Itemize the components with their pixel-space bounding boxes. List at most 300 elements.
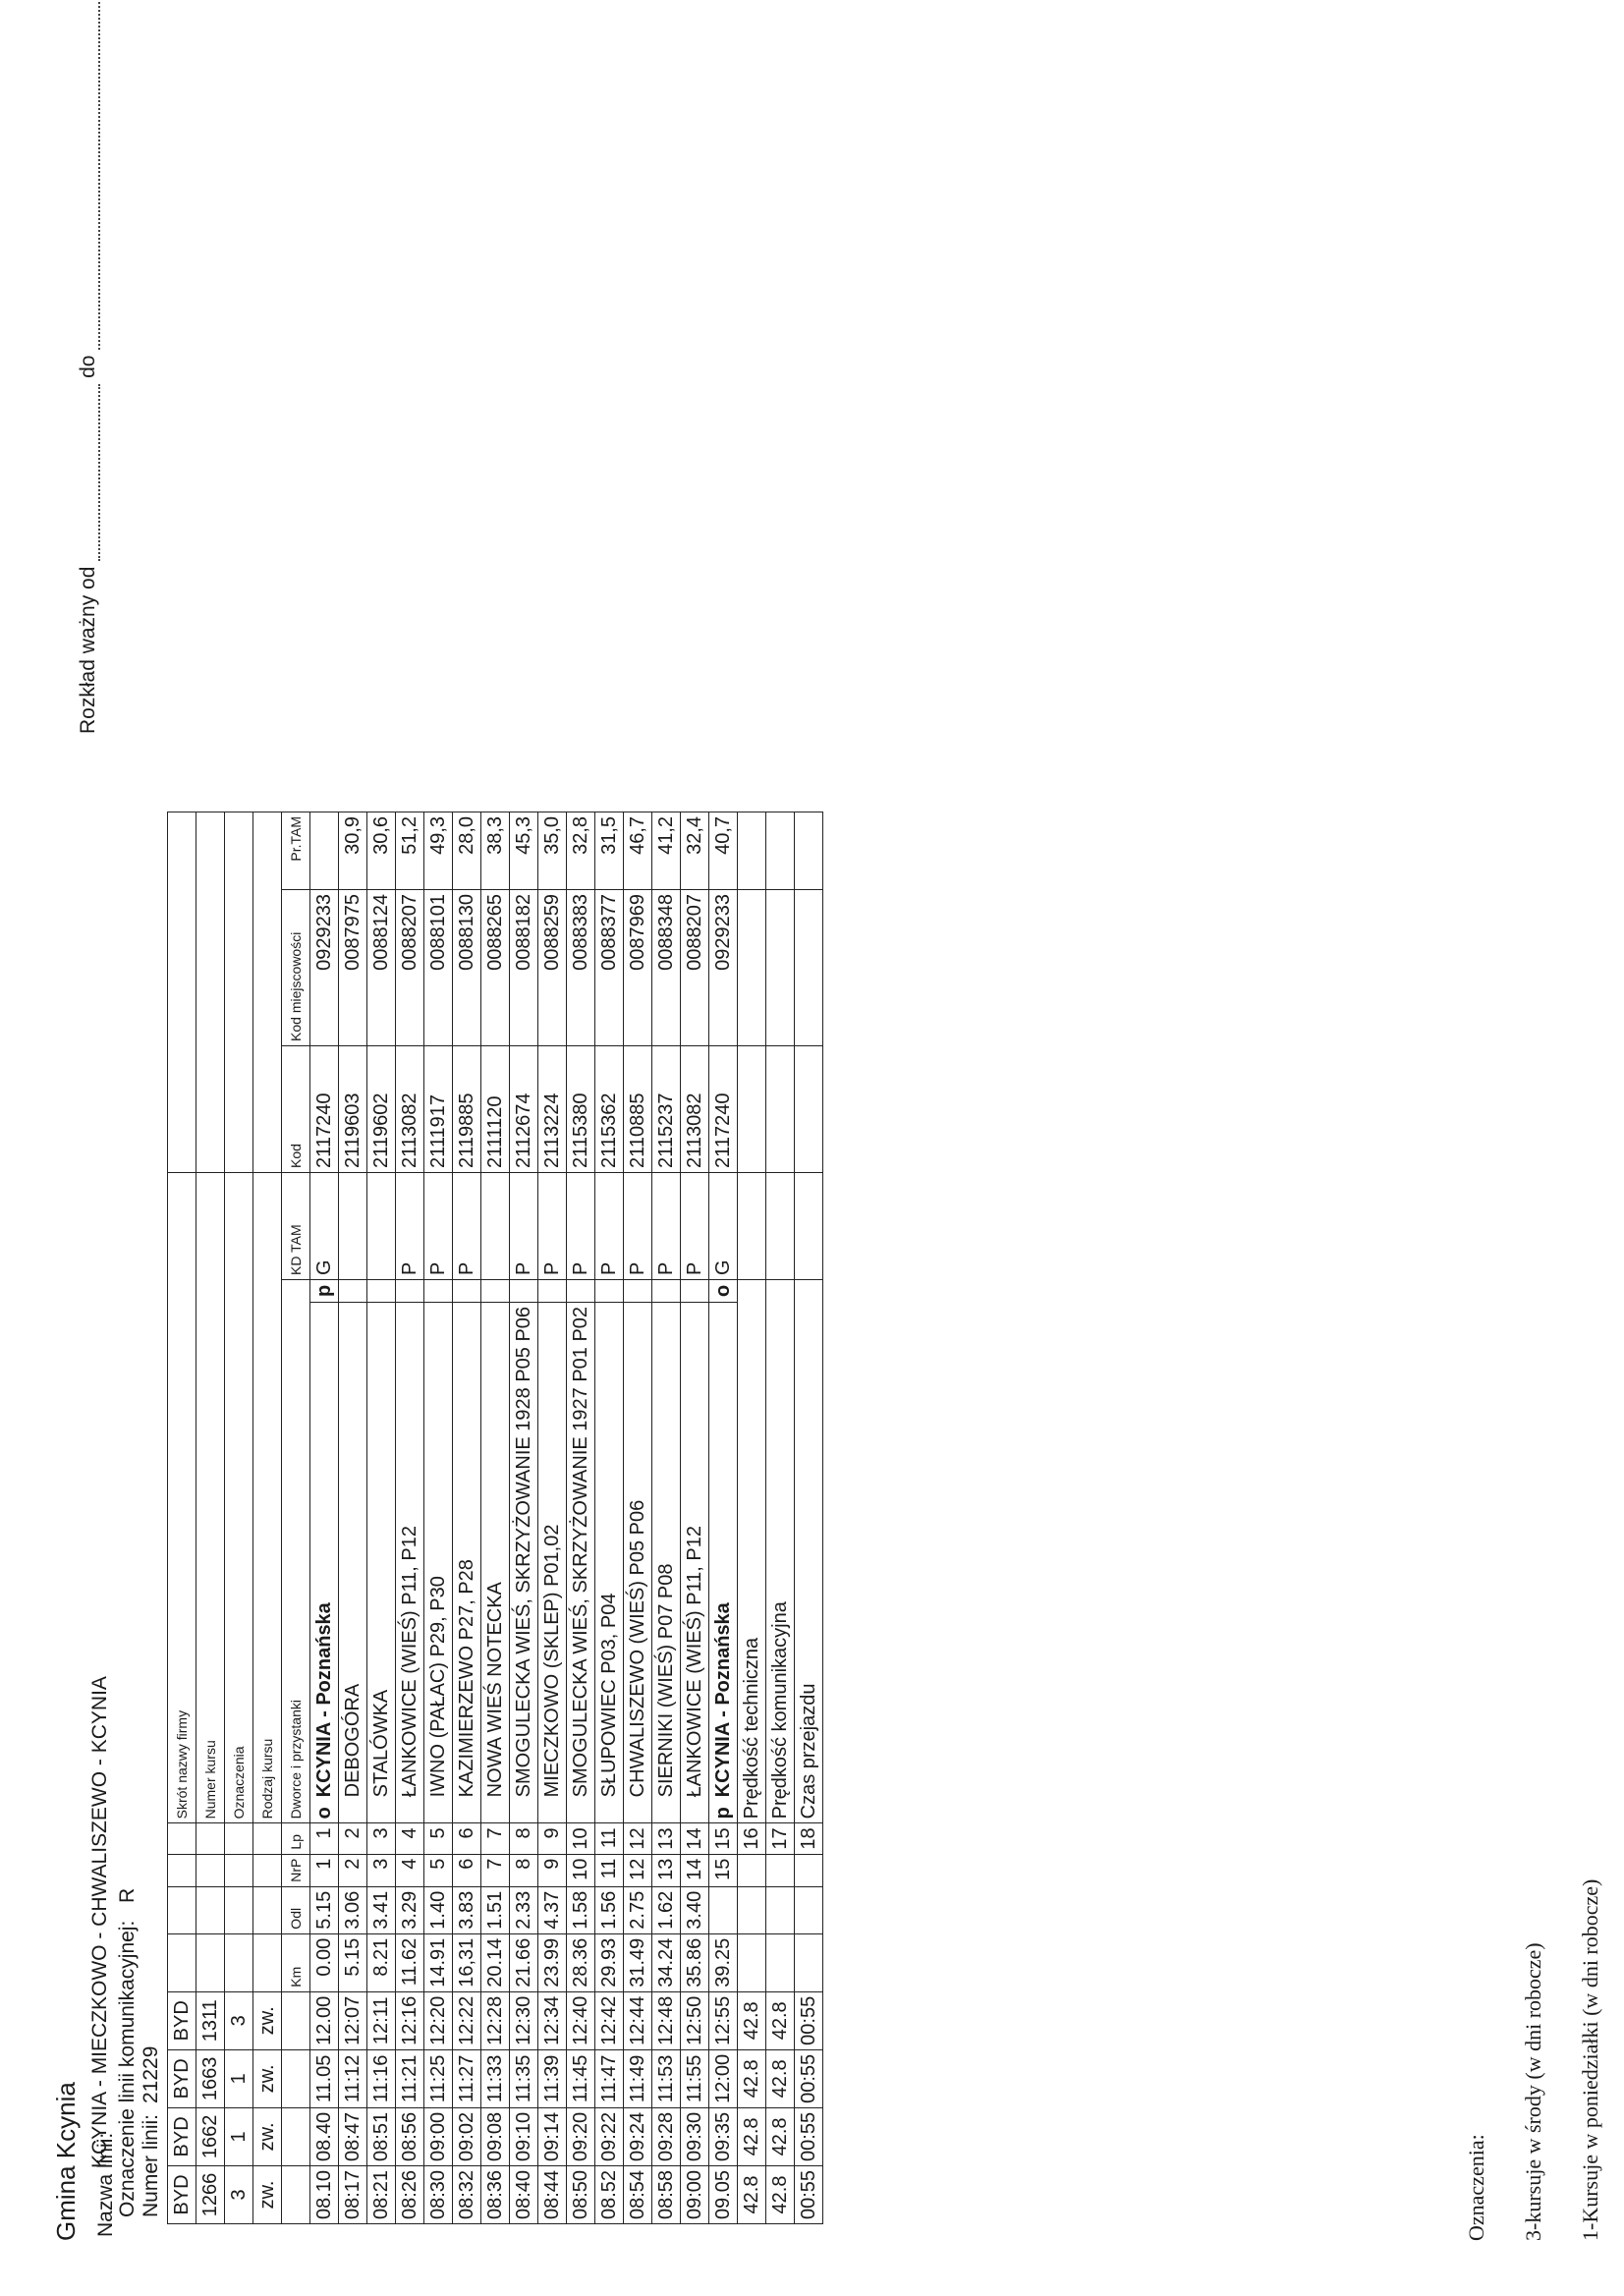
stop-code: 2111917 <box>424 1045 453 1172</box>
stop-ordinal: 5 <box>424 1823 453 1854</box>
stop-status-mark: o <box>709 1279 738 1302</box>
locality-code: 0087969 <box>624 889 652 1045</box>
summary-value: 42.8 <box>766 2165 795 2223</box>
departure-time: 09:14 <box>538 2107 567 2165</box>
kd-tam-value: P <box>595 1172 624 1279</box>
km-value: 35.86 <box>681 1933 709 1991</box>
stop-name-cell <box>396 1302 424 1822</box>
table-row <box>481 812 510 2223</box>
stop-ordinal: 1 <box>310 1823 339 1854</box>
summary-value: 00:55 <box>795 2049 823 2107</box>
stop-name: SIERNIKI (WIEŚ) P07 P08 <box>654 1563 677 1798</box>
kd-tam-value: P <box>652 1172 681 1279</box>
stop-ordinal: 10 <box>567 1823 595 1854</box>
departure-time: 09:30 <box>681 2107 709 2165</box>
departure-time: 12:11 <box>367 1991 396 2049</box>
summary-value: 42.8 <box>738 2165 766 2223</box>
table-row <box>652 812 681 2223</box>
designation-label: Oznaczenie linii komunikacyjnej: <box>116 1920 139 2217</box>
km-value: 28.36 <box>567 1933 595 1991</box>
stop-number: 7 <box>481 1854 510 1886</box>
kd-tam-value: P <box>510 1172 538 1279</box>
departure-time: 08:47 <box>339 2107 367 2165</box>
note-item: 3-kursuje w środy (w dni robocze) <box>1521 1942 1545 2241</box>
empty-cell <box>766 1933 795 1991</box>
locality-code: 0088265 <box>481 889 510 1045</box>
stop-number: 11 <box>595 1854 624 1886</box>
departure-time: 08:17 <box>339 2165 367 2223</box>
departure-time: 08:50 <box>567 2165 595 2223</box>
stop-number: 6 <box>453 1854 481 1886</box>
stop-ordinal: 15 <box>709 1823 738 1854</box>
departure-time: 09:20 <box>567 2107 595 2165</box>
distance-value: 4.37 <box>538 1886 567 1933</box>
course-mark: 1 <box>225 2107 253 2165</box>
stop-name-cell <box>595 1302 624 1822</box>
km-value: 21.66 <box>510 1933 538 1991</box>
header-firm-label: Skrót nazwy firmy <box>168 1172 196 1822</box>
stop-name: SMOGULECKA WIEŚ, SKRZYŻOWANIE 1928 P05 P06 <box>512 1306 534 1798</box>
departure-time: 08:30 <box>424 2165 453 2223</box>
departure-time: 12:40 <box>567 1991 595 2049</box>
pr-tam-value: 31,5 <box>595 812 624 889</box>
stop-number: 3 <box>367 1854 396 1886</box>
departure-time: 08:21 <box>367 2165 396 2223</box>
summary-value: 42.8 <box>766 2049 795 2107</box>
table-row <box>595 812 624 2223</box>
stop-ordinal: 8 <box>510 1823 538 1854</box>
stop-name-cell <box>310 1302 339 1822</box>
stop-name: DEBOGÓRA <box>341 1683 364 1798</box>
course-number: 1663 <box>196 2049 225 2107</box>
course-firm: BYD <box>168 2107 196 2165</box>
locality-code: 0088130 <box>453 889 481 1045</box>
course-number: 1266 <box>196 2165 225 2223</box>
distance-value: 2.33 <box>510 1886 538 1933</box>
departure-time: 12:30 <box>510 1991 538 2049</box>
stop-code: 2115237 <box>652 1045 681 1172</box>
empty-cell <box>738 1172 766 1279</box>
locality-code: 0087975 <box>339 889 367 1045</box>
stop-ordinal: 14 <box>681 1823 709 1854</box>
stop-code: 2119885 <box>453 1045 481 1172</box>
distance-value: 2.75 <box>624 1886 652 1933</box>
course-number: 1311 <box>196 1991 225 2049</box>
header-stops: Dworce i przystanki <box>282 1279 310 1822</box>
table-row <box>196 812 225 2223</box>
stop-name-cell <box>538 1302 567 1822</box>
empty-cell <box>795 1933 823 1991</box>
stop-name-cell <box>709 1302 738 1822</box>
locality-code: 0088383 <box>567 889 595 1045</box>
note-item: 1-Kursuje w poniedziałki (w dni robocze) <box>1578 1878 1602 2241</box>
pr-tam-value: 35,0 <box>538 812 567 889</box>
departure-time: 09:00 <box>424 2107 453 2165</box>
stop-name-cell <box>367 1302 396 1822</box>
departure-time: 12:55 <box>709 1991 738 2049</box>
departure-time: 11:35 <box>510 2049 538 2107</box>
stop-ordinal: 9 <box>538 1823 567 1854</box>
stop-status-mark <box>396 1279 424 1302</box>
departure-time: 11:45 <box>567 2049 595 2107</box>
stop-mark: p <box>711 1807 734 1820</box>
header-kd-tam: KD TAM <box>282 1172 310 1279</box>
departure-time: 08:58 <box>652 2165 681 2223</box>
stop-status-mark <box>510 1279 538 1302</box>
empty-cell <box>795 1172 823 1279</box>
header-odl: Odl <box>282 1886 310 1933</box>
pr-tam-value: 51,2 <box>396 812 424 889</box>
distance-value: 1.40 <box>424 1886 453 1933</box>
kd-tam-value: P <box>681 1172 709 1279</box>
course-firm: BYD <box>168 1991 196 2049</box>
table-row <box>168 812 196 2223</box>
pr-tam-value: 30,6 <box>367 812 396 889</box>
empty-cell <box>766 1886 795 1933</box>
kd-tam-value: G <box>310 1172 339 1279</box>
stop-code: 2112674 <box>510 1045 538 1172</box>
summary-value: 42.8 <box>766 1991 795 2049</box>
stop-code: 2113224 <box>538 1045 567 1172</box>
summary-label: Czas przejazdu <box>795 1279 823 1822</box>
departure-time: 11:33 <box>481 2049 510 2107</box>
departure-time: 11:39 <box>538 2049 567 2107</box>
kd-tam-value <box>367 1172 396 1279</box>
stop-ordinal: 2 <box>339 1823 367 1854</box>
course-type: zw. <box>253 1991 282 2049</box>
distance-value: 1.56 <box>595 1886 624 1933</box>
summary-label: Prędkość komunikacyjna <box>766 1279 795 1822</box>
empty-cell <box>738 812 766 889</box>
kd-tam-value <box>481 1172 510 1279</box>
stop-ordinal: 7 <box>481 1823 510 1854</box>
empty-cell <box>766 1854 795 1886</box>
km-value: 23.99 <box>538 1933 567 1991</box>
departure-time: 11:21 <box>396 2049 424 2107</box>
validity-line <box>77 0 100 734</box>
valid-to-field <box>98 0 100 350</box>
km-value: 29.93 <box>595 1933 624 1991</box>
pr-tam-value: 45,3 <box>510 812 538 889</box>
summary-row <box>795 812 823 2223</box>
departure-time: 12:44 <box>624 1991 652 2049</box>
stop-name-cell <box>681 1302 709 1822</box>
line-name-value: KCYNIA - MIECZKOWO - CHWALISZEWO - KCYNIA <box>88 1676 111 2168</box>
departure-time: 08.52 <box>595 2165 624 2223</box>
stop-name-cell <box>567 1302 595 1822</box>
table-row <box>396 812 424 2223</box>
empty-cell <box>766 1172 795 1279</box>
empty-cell <box>738 1854 766 1886</box>
stop-code: 2115380 <box>567 1045 595 1172</box>
table-row <box>424 812 453 2223</box>
stop-name: SMOGULECKA WIEŚ, SKRZYŻOWANIE 1927 P01 P02 <box>569 1306 591 1798</box>
stop-number: 9 <box>538 1854 567 1886</box>
table-header-row <box>282 812 310 2223</box>
pr-tam-value: 32,4 <box>681 812 709 889</box>
stop-ordinal: 13 <box>652 1823 681 1854</box>
stop-number: 14 <box>681 1854 709 1886</box>
header-marks-label: Oznaczenia <box>225 1172 253 1822</box>
departure-time: 12:20 <box>424 1991 453 2049</box>
departure-time: 11:53 <box>652 2049 681 2107</box>
course-number: 1662 <box>196 2107 225 2165</box>
course-mark: 3 <box>225 1991 253 2049</box>
departure-time: 08:51 <box>367 2107 396 2165</box>
stop-number: 4 <box>396 1854 424 1886</box>
stop-name: SŁUPOWIEC P03, P04 <box>597 1593 620 1798</box>
stop-code: 2110885 <box>624 1045 652 1172</box>
header-nrp: NrP <box>282 1854 310 1886</box>
summary-row <box>766 812 795 2223</box>
summary-value: 42.8 <box>766 2107 795 2165</box>
departure-time: 09:08 <box>481 2107 510 2165</box>
stop-ordinal: 18 <box>795 1823 823 1854</box>
empty-cell <box>766 812 795 889</box>
departure-time: 09.05 <box>709 2165 738 2223</box>
empty-cell <box>795 1854 823 1886</box>
km-value: 16,31 <box>453 1933 481 1991</box>
stop-number: 13 <box>652 1854 681 1886</box>
summary-label: Prędkość techniczna <box>738 1279 766 1822</box>
line-name-label: Nazwa linii: <box>94 2132 117 2237</box>
pr-tam-value: 49,3 <box>424 812 453 889</box>
stop-ordinal: 3 <box>367 1823 396 1854</box>
departure-time: 11:12 <box>339 2049 367 2107</box>
empty-cell <box>766 1045 795 1172</box>
stop-number: 15 <box>709 1854 738 1886</box>
table-row <box>681 812 709 2223</box>
pr-tam-value: 32,8 <box>567 812 595 889</box>
departure-time: 12:28 <box>481 1991 510 2049</box>
stop-code: 2113082 <box>396 1045 424 1172</box>
stop-number: 8 <box>510 1854 538 1886</box>
pr-tam-value <box>310 812 339 889</box>
stop-code: 2117240 <box>709 1045 738 1172</box>
stop-status-mark <box>481 1279 510 1302</box>
table-row <box>453 812 481 2223</box>
locality-code: 0929233 <box>709 889 738 1045</box>
locality-code: 0929233 <box>310 889 339 1045</box>
stop-status-mark <box>567 1279 595 1302</box>
summary-value: 00:55 <box>795 2165 823 2223</box>
km-value: 39.25 <box>709 1933 738 1991</box>
departure-time: 09:24 <box>624 2107 652 2165</box>
stop-name: ŁANKOWICE (WIEŚ) P11, P12 <box>398 1526 420 1798</box>
summary-value: 42.8 <box>738 2107 766 2165</box>
kd-tam-value <box>339 1172 367 1279</box>
departure-time: 08:40 <box>510 2165 538 2223</box>
stop-status-mark <box>453 1279 481 1302</box>
stop-name-cell <box>652 1302 681 1822</box>
course-type: zw. <box>253 2049 282 2107</box>
table-row <box>510 812 538 2223</box>
kd-tam-value: P <box>424 1172 453 1279</box>
distance-value: 3.41 <box>367 1886 396 1933</box>
stop-number: 10 <box>567 1854 595 1886</box>
stop-name: KCYNIA - Poznańska <box>711 1602 734 1798</box>
stop-name: KCYNIA - Poznańska <box>312 1602 335 1798</box>
stop-name: CHWALISZEWO (WIEŚ) P05 P06 <box>626 1499 648 1798</box>
km-value: 31.49 <box>624 1933 652 1991</box>
locality-code: 0088377 <box>595 889 624 1045</box>
pr-tam-value: 30,9 <box>339 812 367 889</box>
stop-number: 1 <box>310 1854 339 1886</box>
stop-status-mark <box>424 1279 453 1302</box>
stop-ordinal: 11 <box>595 1823 624 1854</box>
locality-code: 0088182 <box>510 889 538 1045</box>
departure-time: 12:22 <box>453 1991 481 2049</box>
distance-value: 1.62 <box>652 1886 681 1933</box>
stop-name-cell <box>453 1302 481 1822</box>
pr-tam-value: 46,7 <box>624 812 652 889</box>
course-mark: 1 <box>225 2049 253 2107</box>
summary-value: 00:55 <box>795 1991 823 2049</box>
stop-code: 2119602 <box>367 1045 396 1172</box>
departure-time: 12.00 <box>310 1991 339 2049</box>
empty-cell <box>766 889 795 1045</box>
departure-time: 08:44 <box>538 2165 567 2223</box>
empty-cell <box>795 1045 823 1172</box>
stop-name-cell <box>339 1302 367 1822</box>
header-lp: Lp <box>282 1823 310 1854</box>
table-row <box>367 812 396 2223</box>
stop-status-mark <box>681 1279 709 1302</box>
course-type: zw. <box>253 2165 282 2223</box>
pr-tam-value: 28,0 <box>453 812 481 889</box>
departure-time: 09:02 <box>453 2107 481 2165</box>
empty-cell <box>795 889 823 1045</box>
course-firm: BYD <box>168 2165 196 2223</box>
km-value: 14.91 <box>424 1933 453 1991</box>
stop-ordinal: 6 <box>453 1823 481 1854</box>
distance-value: 5.15 <box>310 1886 339 1933</box>
line-number-value: 21229 <box>140 2045 162 2103</box>
departure-time: 08:32 <box>453 2165 481 2223</box>
empty-cell <box>738 1045 766 1172</box>
kd-tam-value: P <box>453 1172 481 1279</box>
stop-name-cell <box>624 1302 652 1822</box>
departure-time: 12:50 <box>681 1991 709 2049</box>
stop-mark: o <box>312 1807 335 1820</box>
departure-time: 12:07 <box>339 1991 367 2049</box>
table-row <box>538 812 567 2223</box>
km-value: 20.14 <box>481 1933 510 1991</box>
stop-name-cell <box>424 1302 453 1822</box>
table-row <box>339 812 367 2223</box>
table-row <box>225 812 253 2223</box>
stop-status-mark: p <box>310 1279 339 1302</box>
locality-code: 0088207 <box>396 889 424 1045</box>
stop-name: STALÓWKA <box>369 1689 392 1798</box>
distance-value: 3.29 <box>396 1886 424 1933</box>
stop-ordinal: 16 <box>738 1823 766 1854</box>
table-row <box>567 812 595 2223</box>
stop-code: 2111120 <box>481 1045 510 1172</box>
designation-value: R <box>116 1887 139 1903</box>
stop-code: 2117240 <box>310 1045 339 1172</box>
stop-ordinal: 17 <box>766 1823 795 1854</box>
stop-status-mark <box>339 1279 367 1302</box>
table-row <box>709 812 738 2223</box>
departure-time: 11:47 <box>595 2049 624 2107</box>
departure-time: 08.10 <box>310 2165 339 2223</box>
header-course-label: Numer kursu <box>196 1172 225 1822</box>
pr-tam-value: 38,3 <box>481 812 510 889</box>
departure-time: 08:36 <box>481 2165 510 2223</box>
course-mark: 3 <box>225 2165 253 2223</box>
stop-name: ŁANKOWICE (WIEŚ) P11, P12 <box>683 1526 705 1798</box>
header-kod-miejscowosci: Kod miejscowości <box>282 889 310 1045</box>
km-value: 0.00 <box>310 1933 339 1991</box>
departure-time: 12:34 <box>538 1991 567 2049</box>
km-value: 8.21 <box>367 1933 396 1991</box>
distance-value: 1.51 <box>481 1886 510 1933</box>
empty-cell <box>738 889 766 1045</box>
distance-value: 3.40 <box>681 1886 709 1933</box>
kd-tam-value: P <box>538 1172 567 1279</box>
stop-status-mark <box>538 1279 567 1302</box>
valid-from-field <box>98 384 100 561</box>
kd-tam-value: G <box>709 1172 738 1279</box>
empty-cell <box>738 1933 766 1991</box>
header-pr-tam: Pr.TAM <box>282 812 310 889</box>
km-value: 34.24 <box>652 1933 681 1991</box>
departure-time: 11:55 <box>681 2049 709 2107</box>
pr-tam-value: 40,7 <box>709 812 738 889</box>
table-row <box>253 812 282 2223</box>
stop-name: IWNO (PAŁAC) P29, P30 <box>426 1576 449 1798</box>
line-number-label: Numer linii: <box>140 2113 162 2217</box>
stop-number: 2 <box>339 1854 367 1886</box>
stop-status-mark <box>624 1279 652 1302</box>
locality-code: 0088348 <box>652 889 681 1045</box>
departure-time: 12:48 <box>652 1991 681 2049</box>
stop-name: NOWA WIEŚ NOTECKA <box>483 1582 506 1798</box>
locality-code: 0088124 <box>367 889 396 1045</box>
valid-from-label: Rozkład ważny od <box>77 566 99 734</box>
departure-time: 08.40 <box>310 2107 339 2165</box>
course-type: zw. <box>253 2107 282 2165</box>
departure-time: 12:42 <box>595 1991 624 2049</box>
departure-time: 08:54 <box>624 2165 652 2223</box>
summary-value: 00:55 <box>795 2107 823 2165</box>
stop-ordinal: 12 <box>624 1823 652 1854</box>
header-km: Km <box>282 1933 310 1991</box>
empty-cell <box>795 1886 823 1933</box>
stop-number: 12 <box>624 1854 652 1886</box>
timetable <box>167 812 823 2224</box>
distance-value: 3.06 <box>339 1886 367 1933</box>
stop-ordinal: 4 <box>396 1823 424 1854</box>
departure-time: 09:10 <box>510 2107 538 2165</box>
summary-value: 42.8 <box>738 2049 766 2107</box>
stop-name-cell <box>510 1302 538 1822</box>
municipality-title: Gmina Kcynia <box>51 2082 81 2241</box>
stop-code: 2119603 <box>339 1045 367 1172</box>
stop-code: 2113082 <box>681 1045 709 1172</box>
stop-name: MIECZKOWO (SKLEP) P01,02 <box>540 1524 563 1798</box>
stop-name-cell <box>481 1302 510 1822</box>
km-value: 5.15 <box>339 1933 367 1991</box>
departure-time: 12:16 <box>396 1991 424 2049</box>
empty-cell <box>795 812 823 889</box>
valid-to-label: do <box>77 355 99 378</box>
header-kod: Kod <box>282 1045 310 1172</box>
km-value: 11.62 <box>396 1933 424 1991</box>
kd-tam-value: P <box>624 1172 652 1279</box>
departure-time: 11:25 <box>424 2049 453 2107</box>
